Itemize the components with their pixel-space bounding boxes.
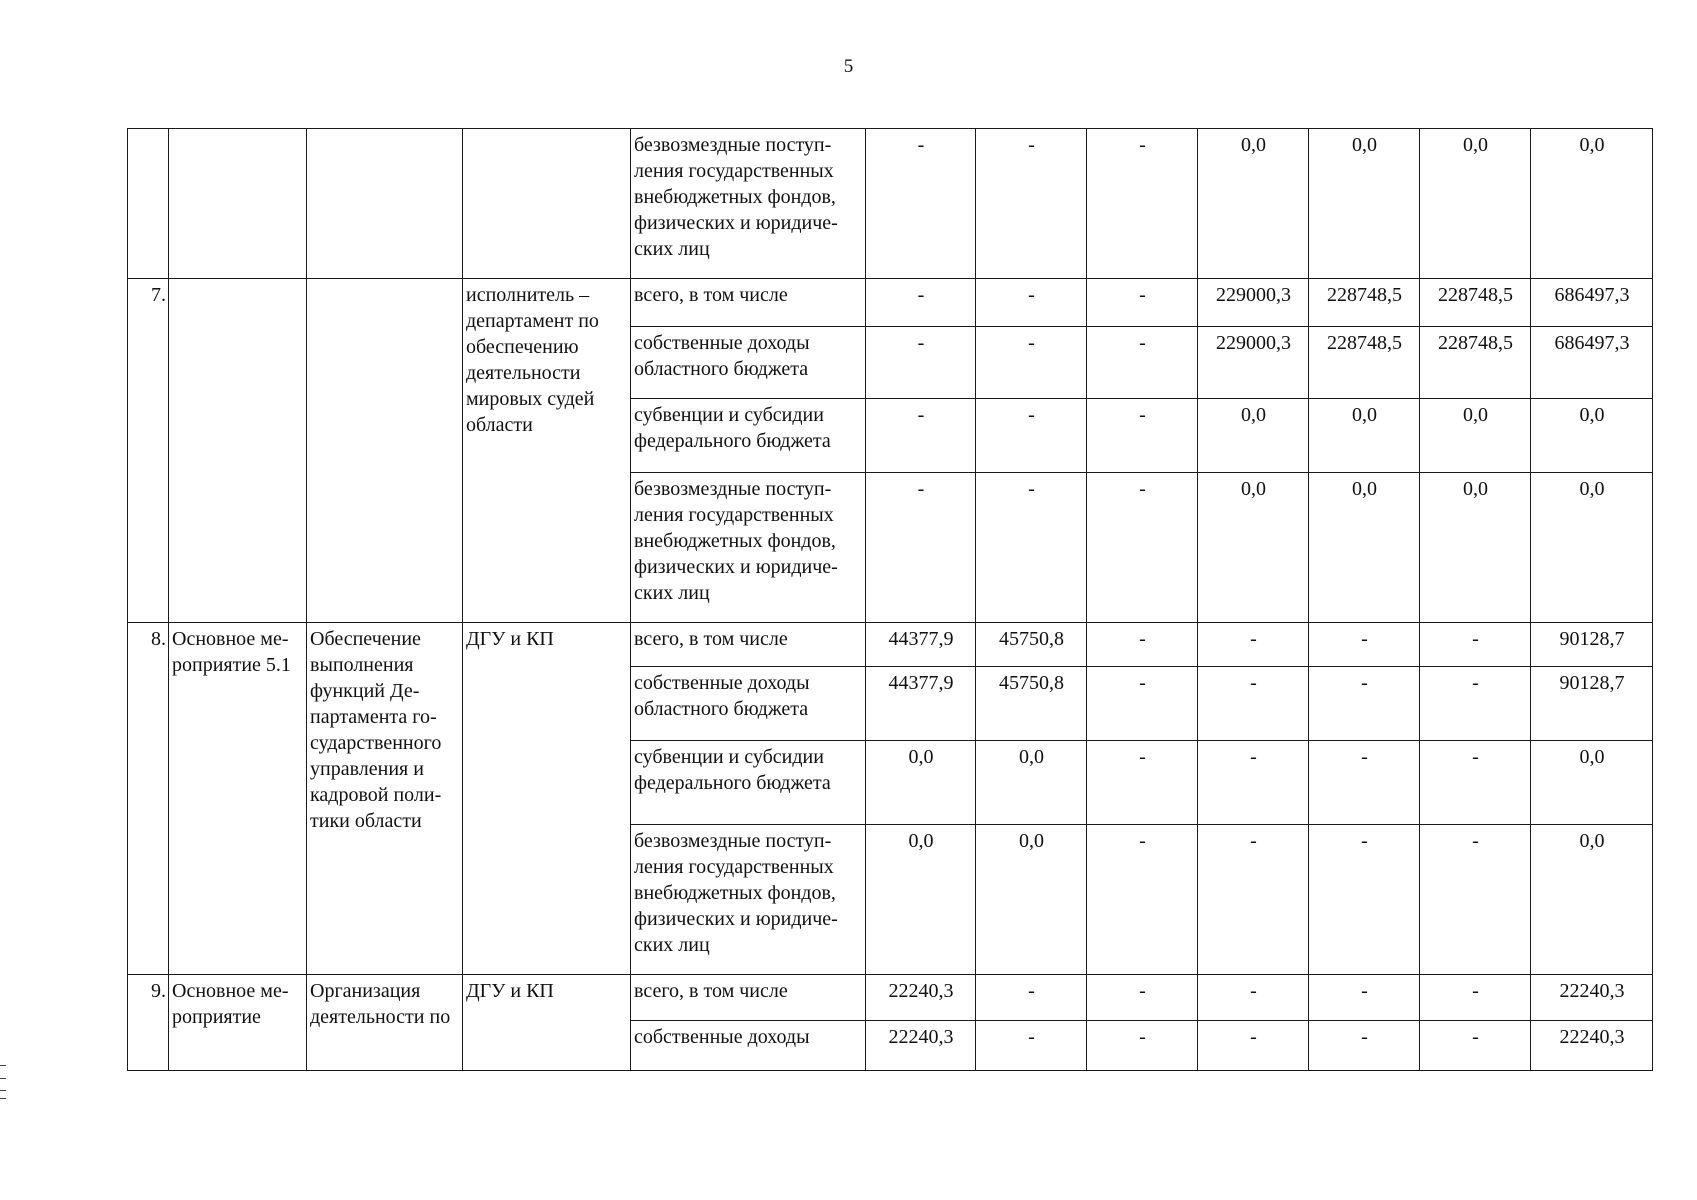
value-cell: 0,0	[866, 825, 976, 975]
status-cell	[169, 279, 307, 623]
table-row	[128, 623, 1653, 667]
name-cell	[307, 129, 463, 279]
value-cell: -	[1309, 667, 1420, 741]
value-cell: 22240,3	[866, 975, 976, 1021]
value-cell: 0,0	[1420, 473, 1531, 623]
value-cell: 0,0	[1531, 473, 1653, 623]
value-cell: -	[976, 975, 1087, 1021]
value-cell: -	[1087, 129, 1198, 279]
value-cell: 22240,3	[1531, 975, 1653, 1021]
value-cell: -	[1309, 825, 1420, 975]
source-cell: собственные доходы областного бюджета	[631, 327, 866, 399]
value-cell: -	[1198, 623, 1309, 667]
value-cell: -	[1087, 825, 1198, 975]
value-cell: 0,0	[1198, 129, 1309, 279]
name-cell	[307, 279, 463, 623]
status-cell: Основное ме-роприятие	[169, 975, 307, 1071]
name-cell: Организация деятельности по	[307, 975, 463, 1071]
source-cell: безвозмездные поступ-ления государственных внебюджетных фондов, физических и юридиче-ских лиц	[631, 473, 866, 623]
value-cell: 0,0	[1531, 825, 1653, 975]
margin-mark	[0, 1078, 6, 1079]
status-cell	[169, 129, 307, 279]
value-cell: 22240,3	[1531, 1021, 1653, 1071]
value-cell: -	[1087, 975, 1198, 1021]
margin-mark	[0, 1090, 6, 1091]
source-cell: всего, в том числе	[631, 623, 866, 667]
value-cell: 44377,9	[866, 667, 976, 741]
page-number: 5	[843, 56, 854, 77]
value-cell: -	[1309, 975, 1420, 1021]
executor-cell: ДГУ и КП	[463, 975, 631, 1071]
value-cell: -	[976, 279, 1087, 327]
value-cell: 0,0	[1198, 399, 1309, 473]
value-cell: -	[1087, 399, 1198, 473]
table-row	[128, 279, 1653, 327]
value-cell: -	[1087, 1021, 1198, 1071]
value-cell: -	[976, 473, 1087, 623]
value-cell: 90128,7	[1531, 623, 1653, 667]
value-cell: 228748,5	[1420, 279, 1531, 327]
budget-table	[127, 128, 1653, 1071]
value-cell: 0,0	[1420, 129, 1531, 279]
value-cell: -	[866, 129, 976, 279]
value-cell: -	[1087, 473, 1198, 623]
value-cell: -	[1420, 667, 1531, 741]
value-cell: -	[1087, 623, 1198, 667]
value-cell: 0,0	[1531, 399, 1653, 473]
value-cell: -	[976, 327, 1087, 399]
value-cell: -	[1309, 623, 1420, 667]
value-cell: 229000,3	[1198, 327, 1309, 399]
executor-cell	[463, 129, 631, 279]
value-cell: -	[1309, 1021, 1420, 1071]
value-cell: -	[866, 327, 976, 399]
value-cell: -	[1087, 279, 1198, 327]
index-cell: 9.	[128, 975, 169, 1071]
value-cell: -	[1087, 741, 1198, 825]
value-cell: -	[1198, 1021, 1309, 1071]
value-cell: 228748,5	[1309, 279, 1420, 327]
value-cell: 0,0	[866, 741, 976, 825]
source-cell: безвозмездные поступ-ления государственных внебюджетных фондов, физических и юридиче-ских лиц	[631, 129, 866, 279]
value-cell: 0,0	[1420, 399, 1531, 473]
value-cell: 228748,5	[1420, 327, 1531, 399]
value-cell: 229000,3	[1198, 279, 1309, 327]
value-cell: 0,0	[976, 825, 1087, 975]
name-cell: Обеспечение выполнения функций Де-партамента го-сударственного управления и кадровой поли-тики области	[307, 623, 463, 975]
source-cell: субвенции и субсидии федерального бюджета	[631, 399, 866, 473]
value-cell: -	[1420, 741, 1531, 825]
value-cell: -	[976, 129, 1087, 279]
value-cell: 0,0	[1309, 473, 1420, 623]
value-cell: -	[1087, 667, 1198, 741]
value-cell: -	[1198, 975, 1309, 1021]
value-cell: 45750,8	[976, 623, 1087, 667]
source-cell: субвенции и субсидии федерального бюджета	[631, 741, 866, 825]
source-cell: безвозмездные поступ-ления государственных внебюджетных фондов, физических и юридиче-ских лиц	[631, 825, 866, 975]
value-cell: -	[866, 399, 976, 473]
executor-cell: исполнитель – департамент по обеспечению деятельности мировых судей области	[463, 279, 631, 623]
value-cell: 45750,8	[976, 667, 1087, 741]
value-cell: -	[1309, 741, 1420, 825]
index-cell: 8.	[128, 623, 169, 975]
value-cell: -	[866, 473, 976, 623]
value-cell: 0,0	[976, 741, 1087, 825]
value-cell: 228748,5	[1309, 327, 1420, 399]
executor-cell: ДГУ и КП	[463, 623, 631, 975]
index-cell: 7.	[128, 279, 169, 623]
value-cell: 0,0	[1309, 129, 1420, 279]
value-cell: -	[1420, 623, 1531, 667]
source-cell: собственные доходы областного бюджета	[631, 667, 866, 741]
margin-mark	[0, 1098, 6, 1099]
value-cell: -	[1198, 741, 1309, 825]
value-cell: -	[866, 279, 976, 327]
index-cell	[128, 129, 169, 279]
value-cell: -	[1087, 327, 1198, 399]
value-cell: -	[976, 399, 1087, 473]
value-cell: 0,0	[1309, 399, 1420, 473]
value-cell: -	[1198, 825, 1309, 975]
status-cell: Основное ме-роприятие 5.1	[169, 623, 307, 975]
source-cell: собственные доходы	[631, 1021, 866, 1071]
value-cell: 0,0	[1531, 129, 1653, 279]
value-cell: -	[1420, 825, 1531, 975]
value-cell: -	[976, 1021, 1087, 1071]
value-cell: 22240,3	[866, 1021, 976, 1071]
table-row	[128, 975, 1653, 1021]
value-cell: 90128,7	[1531, 667, 1653, 741]
margin-mark	[0, 1065, 6, 1066]
value-cell: 44377,9	[866, 623, 976, 667]
value-cell: -	[1420, 975, 1531, 1021]
value-cell: -	[1420, 1021, 1531, 1071]
value-cell: 0,0	[1531, 741, 1653, 825]
value-cell: 0,0	[1198, 473, 1309, 623]
table-row	[128, 129, 1653, 279]
source-cell: всего, в том числе	[631, 279, 866, 327]
value-cell: 686497,3	[1531, 279, 1653, 327]
value-cell: -	[1198, 667, 1309, 741]
value-cell: 686497,3	[1531, 327, 1653, 399]
source-cell: всего, в том числе	[631, 975, 866, 1021]
